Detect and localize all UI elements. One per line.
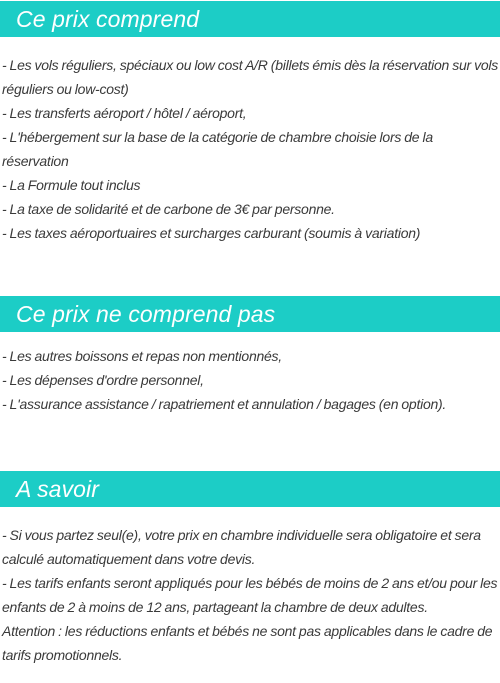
- list-item: - Les autres boissons et repas non mentionnés,: [2, 348, 282, 364]
- section-not-included: [0, 296, 500, 416]
- good-to-know-list: [0, 523, 500, 667]
- section-header: [0, 296, 500, 332]
- list-item: - Les taxes aéroportuaires et surcharges carburant (soumis à variation): [2, 225, 421, 241]
- section-header: [0, 471, 500, 507]
- list-item: - L'assurance assistance / rapatriement et annulation / bagages (en option).: [2, 396, 447, 412]
- section-title: A savoir: [16, 475, 100, 502]
- list-item: - Les tarifs enfants seront appliqués pour les bébés de moins de 2 ans et/ou pour les enfants de 2 à moins de 12 ans, partageant la chambre de deux adultes.: [2, 575, 498, 615]
- section-header: [0, 1, 500, 37]
- section-title: Ce prix comprend: [16, 5, 200, 32]
- not-included-list: [0, 344, 500, 416]
- section-good-to-know: [0, 471, 500, 667]
- included-list: [0, 53, 500, 245]
- list-item: - Les transferts aéroport / hôtel / aéroport,: [2, 105, 247, 121]
- section-included: [0, 1, 500, 245]
- list-item: - L'hébergement sur la base de la catégorie de chambre choisie lors de la réservation: [2, 129, 433, 169]
- list-item: - Les vols réguliers, spéciaux ou low cost A/R (billets émis dès la réservation sur vols réguliers ou low-cost): [2, 57, 498, 97]
- list-item: Attention : les réductions enfants et bébés ne sont pas applicables dans le cadre de tarifs promotionnels.: [2, 623, 493, 663]
- list-item: - Les dépenses d'ordre personnel,: [2, 372, 204, 388]
- list-item: - La taxe de solidarité et de carbone de 3€ par personne.: [2, 201, 335, 217]
- section-title: Ce prix ne comprend pas: [16, 300, 276, 327]
- list-item: - La Formule tout inclus: [2, 177, 141, 193]
- list-item: - Si vous partez seul(e), votre prix en chambre individuelle sera obligatoire et sera calculé automatiquement dans votre devis.: [2, 527, 481, 567]
